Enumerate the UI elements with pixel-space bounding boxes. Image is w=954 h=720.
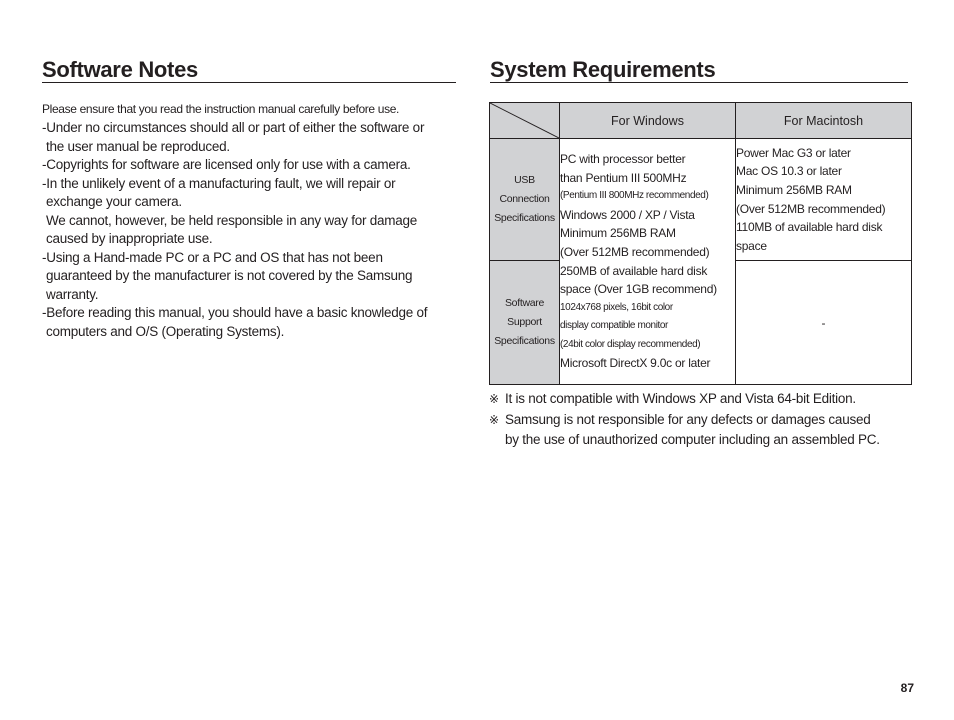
footnote-item: [489, 410, 929, 450]
requirement-line: Microsoft DirectX 9.0c or later: [560, 356, 711, 371]
row-header-usb: [490, 139, 560, 261]
software-notes-heading: Software Notes: [42, 57, 198, 82]
row-header-line: Specifications: [494, 335, 555, 347]
row-header-line: Support: [507, 316, 542, 328]
requirement-line: (Pentium III 800MHz recommended): [560, 190, 709, 202]
requirement-line: 110MB of available hard disk: [736, 220, 883, 235]
row-header-line: USB: [514, 174, 535, 186]
reference-mark-icon: ※: [489, 392, 499, 406]
heading-rule: [42, 82, 456, 83]
footnotes: [489, 389, 929, 451]
note-item: -Before reading this manual, you should have a basic knowledge of computers and O/S (Operating Systems).: [42, 305, 428, 339]
requirement-line: 1024x768 pixels, 16bit color: [560, 301, 673, 313]
column-header-mac: For Macintosh: [736, 103, 912, 139]
mac-software-cell: -: [736, 261, 912, 385]
requirement-line: Minimum 256MB RAM: [560, 226, 676, 241]
row-header-line: Connection: [499, 193, 550, 205]
requirement-line: than Pentium III 500MHz: [560, 170, 687, 185]
footnote-text: Samsung is not responsible for any defects or damages caused by the use of unauthorized computer including an assembled PC.: [505, 412, 880, 447]
page-number: 87: [900, 681, 914, 695]
note-item: -Under no circumstances should all or part of either the software or the user manual be reproduced.: [42, 120, 425, 154]
row-header-software: [490, 261, 560, 385]
requirement-line: Windows 2000 / XP / Vista: [560, 207, 695, 222]
note-item: -Copyrights for software are licensed only for use with a camera.: [42, 157, 411, 172]
column-header-windows: For Windows: [560, 103, 736, 139]
requirement-line: 250MB of available hard disk: [560, 263, 708, 278]
requirement-line: space (Over 1GB recommend): [560, 282, 717, 297]
note-item: -Using a Hand-made PC or a PC and OS that has not been guaranteed by the manufacturer is not covered by the Samsung warranty.: [42, 249, 413, 302]
requirement-line: (24bit color display recommended): [560, 338, 701, 350]
requirement-line: space: [736, 238, 767, 253]
requirement-line: Minimum 256MB RAM: [736, 182, 852, 197]
requirement-line: display compatible monitor: [560, 320, 668, 332]
reference-mark-icon: ※: [489, 413, 499, 427]
diagonal-line-icon: [490, 103, 559, 138]
table-corner-cell: [490, 103, 560, 139]
note-item: -In the unlikely event of a manufacturing fault, we will repair or exchange your camera. We cannot, however, be held responsible in any way for damage caused by inappropriate use.: [42, 175, 417, 246]
requirement-line: (Over 512MB recommended): [736, 201, 886, 216]
requirements-table: [489, 102, 912, 385]
software-notes-list: [42, 119, 462, 341]
system-requirements-heading: System Requirements: [490, 57, 716, 82]
row-header-line: Specifications: [494, 212, 555, 224]
intro-text: Please ensure that you read the instruction manual carefully before use.: [42, 102, 400, 116]
footnote-item: [489, 389, 929, 409]
requirement-line: Mac OS 10.3 or later: [736, 164, 842, 179]
windows-requirements-cell: [560, 139, 736, 385]
footnote-text: It is not compatible with Windows XP and Vista 64-bit Edition.: [505, 391, 856, 406]
mac-usb-requirements-cell: [736, 139, 912, 261]
requirement-line: (Over 512MB recommended): [560, 244, 710, 259]
requirement-line: PC with processor better: [560, 151, 686, 166]
heading-rule: [490, 82, 908, 83]
row-header-line: Software: [504, 297, 545, 309]
requirement-line: Power Mac G3 or later: [736, 145, 851, 160]
